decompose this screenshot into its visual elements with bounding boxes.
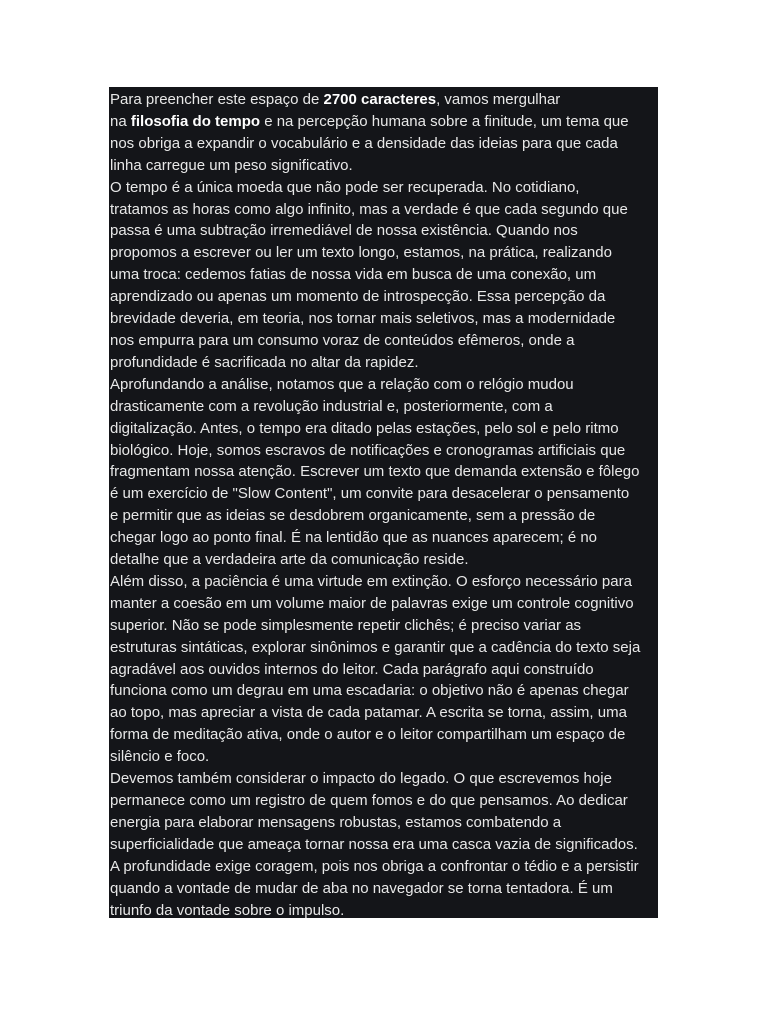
intro-text-3: e na percepção humana sobre a finitude, um tema que nos obriga a expandir o vocabulário e a densidade das ideias para que cada linha carregue um peso significativo. (110, 112, 629, 174)
intro-text-2: , vamos mergulhar na (110, 91, 561, 130)
paragraph-legacy: Devemos também considerar o impacto do legado. O que escrevemos hoje permanece como um registro de quem fomos e do que pensamos. Ao dedicar energia para elaborar mensagens robustas, estamos combatendo a superficialidade que ameaça tornar nossa era uma casca vazia de significados. A profundidade exige coragem, pois nos obriga a confrontar o tédio e a persistir quando a vontade de mudar de aba no navegador se torna tentadora. É um triunfo da vontade sobre o impulso. (110, 770, 639, 918)
paragraph-clock-relation: Aprofundando a análise, notamos que a relação com o relógio mudou drasticamente com a revolução industrial e, posteriormente, com a digitalização. Antes, o tempo era ditado pelas estações, pelo sol e pelo ritmo biológico. Hoje, somos escravos de notificações e cronogramas artificiais que fragmentam nossa atenção. Escrever um texto que demanda extensão e fôlego é um exercício de "Slow Content", um convite para desacelerar o pensamento e permitir que as ideias se desdobrem organicamente, sem a pressão de chegar logo ao ponto final. É na lentidão que as nuances aparecem; é no detalhe que a verdadeira arte da comunicação reside. (110, 375, 640, 569)
intro-text-1: Para preencher este espaço de (110, 91, 324, 108)
bold-topic: filosofia do tempo (130, 112, 261, 130)
dark-text-block (109, 87, 658, 918)
paragraph-patience: Além disso, a paciência é uma virtude em extinção. O esforço necessário para manter a coesão em um volume maior de palavras exige um controle cognitivo superior. Não se pode simplesmente repetir clichês; é preciso variar as estruturas sintáticas, explorar sinônimos e garantir que a cadência do texto seja agradável aos ouvidos internos do leitor. Cada parágrafo aqui construído funciona como um degrau em uma escadaria: o objetivo não é apenas chegar ao topo, mas apreciar a vista de cada patamar. A escrita se torna, assim, uma forma de meditação ativa, onde o autor e o leitor compartilham um espaço de silêncio e foco. (110, 572, 641, 766)
paragraph-time-currency: O tempo é a única moeda que não pode ser recuperada. No cotidiano, tratamos as horas como algo infinito, mas a verdade é que cada segundo que passa é uma subtração irremediável de nossa existência. Quando nos propomos a escrever ou ler um texto longo, estamos, na prática, realizando uma troca: cedemos fatias de nossa vida em busca de uma conexão, um aprendizado ou apenas um momento de introspecção. Essa percepção da brevidade deveria, em teoria, nos tornar mais seletivos, mas a modernidade nos empurra para um consumo voraz de conteúdos efêmeros, onde a profundidade é sacrificada no altar da rapidez. (110, 178, 628, 371)
intro-paragraph (110, 89, 658, 177)
bold-character-count: 2700 caracteres (323, 91, 437, 108)
